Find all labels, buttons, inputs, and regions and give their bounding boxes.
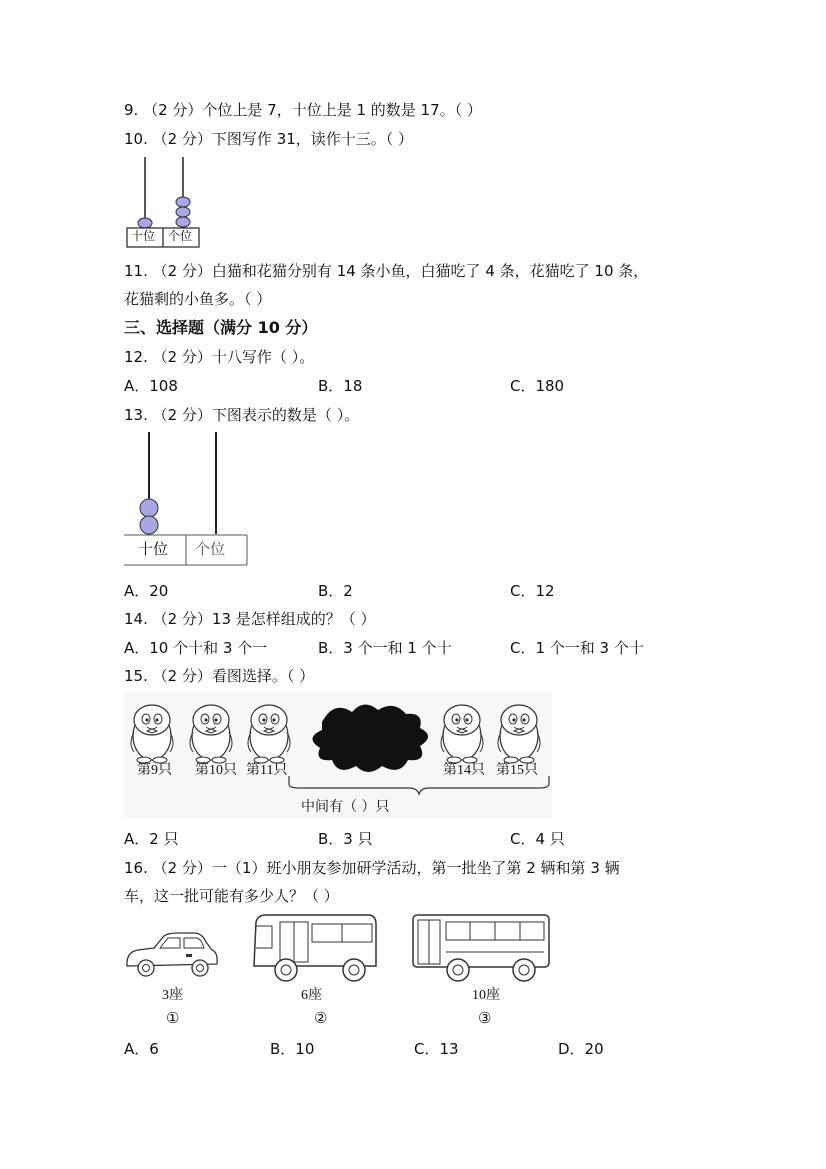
- option-a: A．20: [124, 582, 169, 600]
- option-a: A．2 只: [124, 830, 179, 848]
- option-c: C．1 个一和 3 个十: [510, 639, 644, 657]
- option-b: B．3 只: [318, 830, 373, 848]
- abacus-label-tens: 十位: [138, 542, 169, 558]
- penguin-label: 第10只: [195, 763, 237, 778]
- penguin-label: 第9只: [137, 763, 172, 778]
- vehicle-seats: 10座: [472, 988, 500, 1003]
- question-10: 10. （2 分）下图写作 31，读作十三。（ ）: [124, 130, 414, 148]
- bead: [140, 499, 158, 517]
- vehicle-number: ③: [478, 1011, 492, 1027]
- question-16-line1: 16. （2 分）一（1）班小朋友参加研学活动，第一批坐了第 2 辆和第 3 辆: [124, 859, 620, 877]
- option-a: A．108: [124, 377, 178, 395]
- bead: [140, 516, 158, 534]
- question-11-line2: 花猫剩的小鱼多。（ ）: [124, 290, 272, 308]
- option-a: A．6: [124, 1040, 159, 1058]
- option-b: B．18: [318, 377, 363, 395]
- option-a: A．10 个十和 3 个一: [124, 639, 268, 657]
- bead: [176, 217, 190, 227]
- question-9: 9. （2 分）个位上是 7，十位上是 1 的数是 17。（ ）: [124, 101, 482, 119]
- minibus-icon: [250, 912, 380, 984]
- abacus-label-ones: 个位: [168, 229, 193, 243]
- vehicle-number: ②: [314, 1011, 328, 1027]
- bead: [176, 207, 190, 217]
- option-b: B．2: [318, 582, 353, 600]
- option-c: C．180: [510, 377, 565, 395]
- question-12: 12. （2 分）十八写作（ ）。: [124, 348, 315, 366]
- brace-label: 中间有（ ）只: [301, 799, 390, 815]
- option-c: C．4 只: [510, 830, 565, 848]
- car-icon: [124, 930, 220, 980]
- option-d: D．20: [558, 1040, 604, 1058]
- option-c: C．12: [510, 582, 555, 600]
- option-b: B．10: [270, 1040, 315, 1058]
- question-11-line1: 11. （2 分）白猫和花猫分别有 14 条小鱼，白猫吃了 4 条，花猫吃了 10 条，: [124, 262, 649, 280]
- penguin-label: 第11只: [246, 763, 288, 778]
- bead: [176, 197, 190, 207]
- bus-icon: [410, 912, 552, 984]
- option-c: C．13: [414, 1040, 459, 1058]
- bead: [138, 218, 152, 228]
- penguin-label: 第15只: [496, 763, 538, 778]
- question-16-line2: 车，这一批可能有多少人？（ ）: [124, 887, 339, 905]
- abacus-label-tens: 十位: [131, 229, 156, 243]
- vehicle-seats: 3座: [162, 988, 183, 1003]
- penguin-label: 第14只: [443, 763, 485, 778]
- abacus-label-ones: 个位: [195, 542, 226, 558]
- question-14: 14. （2 分）13 是怎样组成的？（ ）: [124, 610, 376, 628]
- vehicle-seats: 6座: [301, 988, 322, 1003]
- question-15: 15. （2 分）看图选择。（ ）: [124, 667, 315, 685]
- question-13: 13. （2 分）下图表示的数是（ ）。: [124, 406, 360, 424]
- vehicle-number: ①: [166, 1011, 180, 1027]
- option-b: B．3 个一和 1 个十: [318, 639, 452, 657]
- section-title: 三、选择题（满分 10 分）: [124, 318, 318, 337]
